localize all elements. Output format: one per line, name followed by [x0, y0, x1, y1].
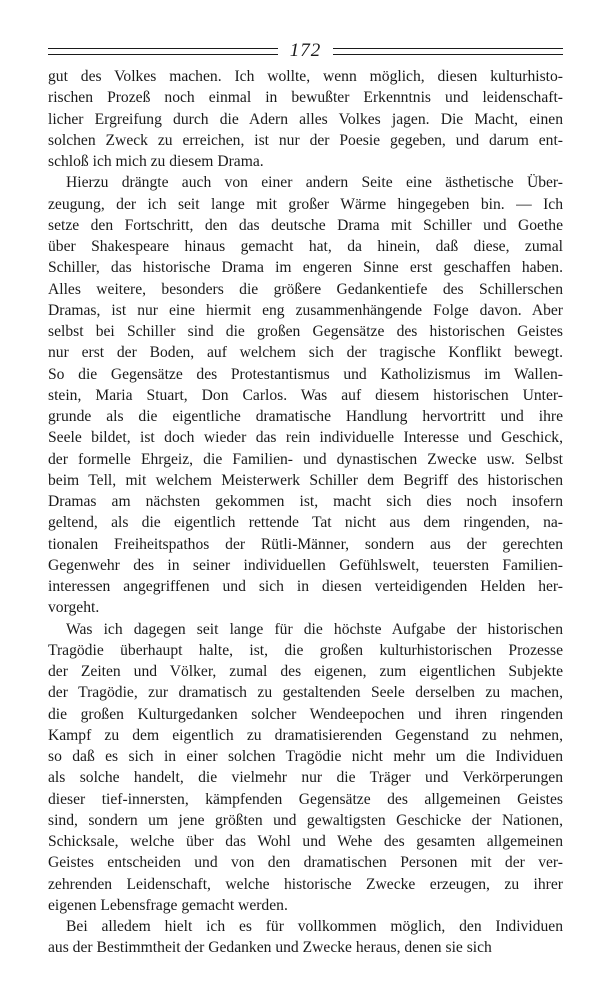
text-line: so daß es sich in einer solchen Tragödie nicht mehr um die Individuen	[48, 748, 563, 765]
text-line: beim Tell, mit welchem Meisterwerk Schiller dem Begriff des historischen	[48, 471, 563, 489]
text-line: Was ich dagegen seit lange für die höchste Aufgabe der historischen	[66, 620, 563, 638]
text-line: So die Gegensätze des Protestantismus und Katholizismus im Wallen-	[48, 365, 563, 383]
text-line: stein, Maria Stuart, Don Carlos. Was auf diesem historischen Unter-	[48, 386, 563, 404]
text-line: aus der Bestimmtheit der Gedanken und Zwecke heraus, denen sie sich	[48, 939, 492, 957]
text-line: Dramas, ist nur eine hiermit eng zusammenhängende Folge davon. Aber	[48, 301, 563, 319]
text-line: selbst bei Schiller sind die großen Gegensätze des historischen Geistes	[48, 323, 563, 340]
header-rule-right	[333, 48, 563, 55]
text-line: Hierzu drängte auch von einer andern Seite eine ästhetische Über-	[66, 174, 563, 192]
text-line: Schicksale, welche über das Wohl und Wehe des gesamten allgemeinen	[48, 833, 563, 850]
text-line: Dramas am nächsten gekommen ist, macht sich dies noch insofern	[48, 493, 563, 510]
text-line: licher Ergreifung durch die Adern alles Volkes jagen. Die Macht, einen	[48, 110, 563, 128]
text-line: solchen Zweck zu erreichen, ist nur der Poesie gegeben, und darum ent-	[48, 131, 563, 149]
text-line: Kampf zu dem eigentlich zu dramatisierenden Gegenstand zu nehmen,	[48, 726, 563, 744]
text-line: geltend, als die eigentlich rettende Tat nicht aus dem ringenden, na-	[48, 514, 563, 532]
body-text	[48, 66, 563, 959]
paragraph	[48, 172, 563, 618]
text-line: eigenen Lebensfrage gemacht werden.	[48, 896, 288, 914]
text-line: tionalen Freiheitspathos der Rütli-Männer, sondern aus der gerechten	[48, 535, 563, 553]
text-line: zeugung, der ich seit lange mit großer Wärme hingegeben bin. — Ich	[48, 195, 563, 213]
text-line: Gegenwehr des in seiner individuellen Gefühlswelt, teuersten Familien-	[48, 556, 563, 574]
text-line: Seele bildet, ist doch wieder das rein individuelle Interesse und Geschick,	[48, 429, 563, 447]
text-line: Tragödie überhaupt halte, ist, die großen kulturhistorischen Prozesse	[48, 641, 563, 659]
text-line: die großen Kulturgedanken solcher Wendeepochen und ihren ringenden	[48, 705, 563, 723]
text-line: rischen Prozeß noch einmal in bewußter Erkenntnis und leidenschaft-	[48, 89, 563, 107]
text-line: dieser tief-innersten, kämpfenden Gegensätze des allgemeinen Geistes	[48, 790, 563, 808]
text-line: als solche handelt, die vielmehr nur die Träger und Verkörperungen	[48, 769, 563, 787]
paragraph	[48, 66, 563, 172]
header-rule-left	[48, 48, 278, 55]
text-line: der formelle Ehrgeiz, die Familien- und dynastischen Zwecke usw. Selbst	[48, 450, 563, 468]
book-page	[48, 36, 563, 959]
text-line: Bei alledem hielt ich es für vollkommen möglich, den Individuen	[66, 918, 563, 935]
text-line: der Zeiten und Völker, zumal des eigenen, zum eigentlichen Subjekte	[48, 663, 563, 680]
text-line: der Tragödie, zur dramatisch zu gestaltenden Seele derselben zu machen,	[48, 684, 563, 702]
text-line: über Shakespeare hinaus gemacht hat, da hinein, daß diese, zumal	[48, 238, 563, 255]
page-header	[48, 36, 563, 66]
text-line: schloß ich mich zu diesem Drama.	[48, 153, 264, 170]
paragraph	[48, 916, 563, 959]
text-line: nur erst der Boden, auf welchem sich der tragische Konflikt bewegt.	[48, 344, 563, 362]
text-line: vorgeht.	[48, 599, 100, 617]
text-line: setze den Fortschritt, den das deutsche Drama mit Schiller und Goethe	[48, 216, 563, 234]
text-line: gut des Volkes machen. Ich wollte, wenn möglich, diesen kulturhisto-	[48, 68, 563, 85]
text-line: Geistes entscheiden und von den dramatischen Personen mit der ver-	[48, 854, 563, 872]
text-line: sind, sondern um jene größten und gewaltigsten Geschicke der Nationen,	[48, 811, 563, 829]
text-line: Alles weitere, besonders die größere Gedankentiefe des Schillerschen	[48, 280, 563, 298]
text-line: interessen angegriffenen und sich in diesen verteidigenden Helden her-	[48, 578, 563, 595]
text-line: grunde als die eigentliche dramatische Handlung hervortritt und ihre	[48, 408, 563, 425]
text-line: Schiller, das historische Drama im engeren Sinne erst geschaffen haben.	[48, 259, 563, 277]
page-number: 172	[289, 40, 322, 61]
paragraph	[48, 619, 563, 917]
text-line: zehrenden Leidenschaft, welche historische Zwecke erzeugen, zu ihrer	[48, 875, 563, 893]
